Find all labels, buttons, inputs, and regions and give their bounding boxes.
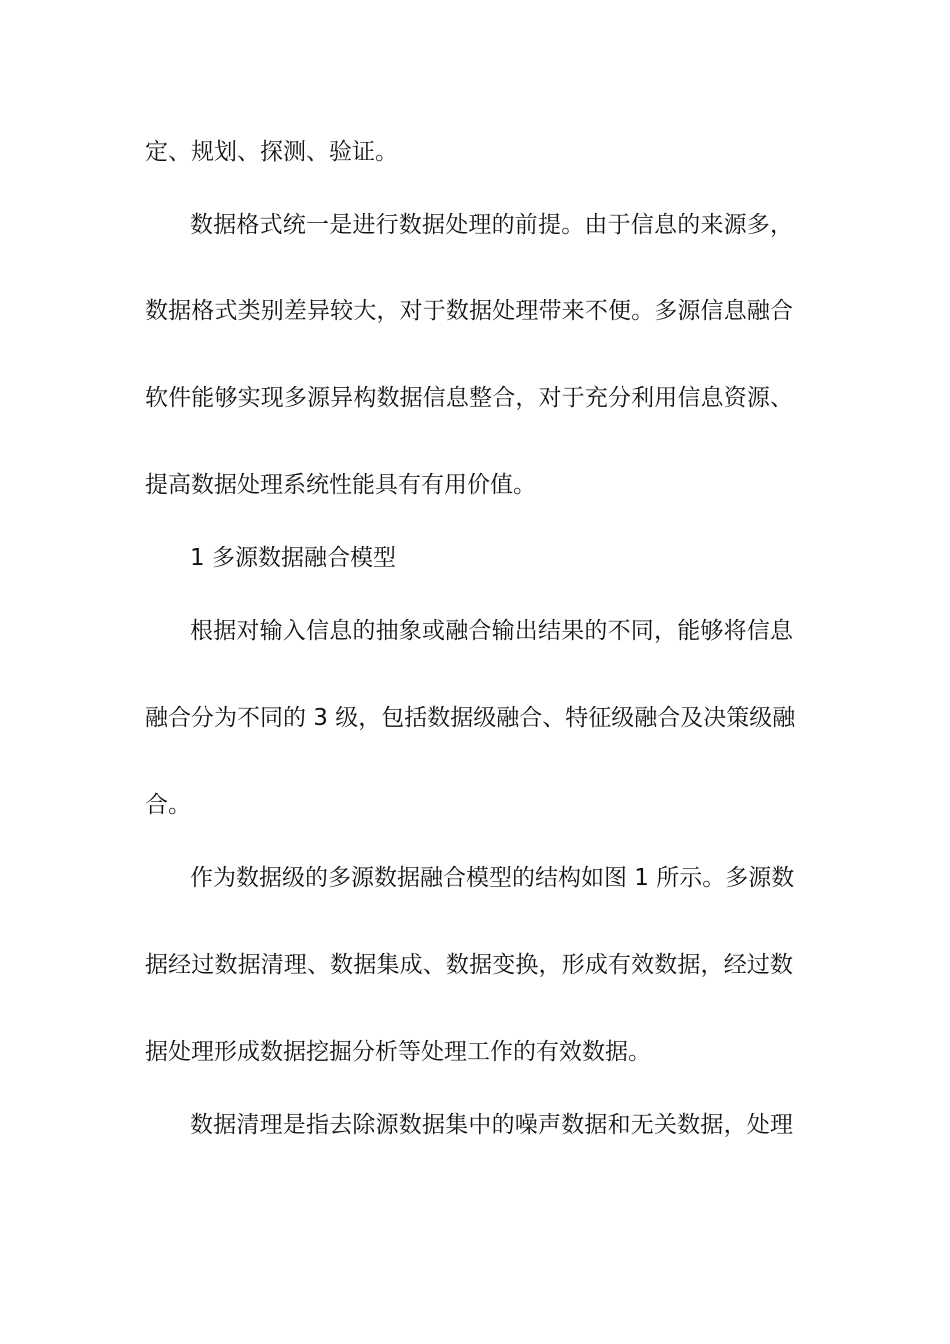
text-line: 合。 — [145, 792, 191, 818]
text-line: 数据格式类别差异较大，对于数据处理带来不便。多源信息融合 — [145, 298, 793, 324]
section-heading: 1 多源数据融合模型 — [190, 545, 396, 571]
paragraph-start-line: 数据格式统一是进行数据处理的前提。由于信息的来源多， — [190, 212, 793, 238]
text-line: 提高数据处理系统性能具有有用价值。 — [145, 472, 536, 498]
paragraph-start-line: 作为数据级的多源数据融合模型的结构如图 1 所示。多源数 — [190, 865, 795, 891]
text-line: 软件能够实现多源异构数据信息整合，对于充分利用信息资源、 — [145, 385, 793, 411]
text-line: 定、规划、探测、验证。 — [145, 139, 398, 165]
text-line: 据处理形成数据挖掘分析等处理工作的有效数据。 — [145, 1039, 651, 1065]
paragraph-start-line: 根据对输入信息的抽象或融合输出结果的不同，能够将信息 — [190, 618, 793, 644]
paragraph-start-line: 数据清理是指去除源数据集中的噪声数据和无关数据，处理 — [190, 1112, 793, 1138]
text-line: 融合分为不同的 3 级，包括数据级融合、特征级融合及决策级融 — [145, 705, 796, 731]
text-line: 据经过数据清理、数据集成、数据变换，形成有效数据，经过数 — [145, 952, 793, 978]
